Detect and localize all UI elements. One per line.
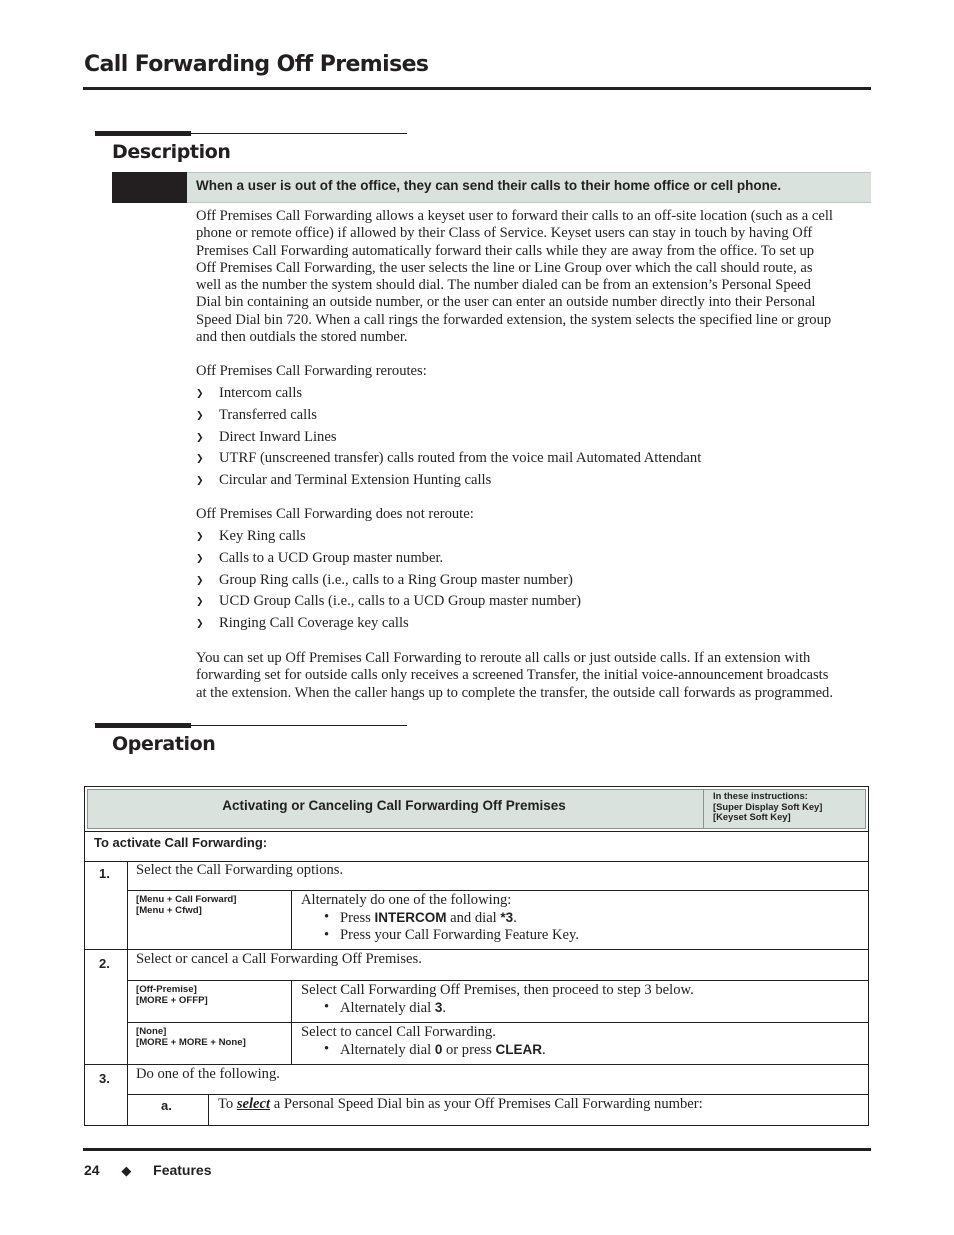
step-number: 3. <box>99 1071 110 1086</box>
divider <box>703 789 704 829</box>
step-text: Do one of the following. <box>136 1066 280 1082</box>
paragraph-line: well as the number the system should dial. The number dialed can be from an extension’s Personal Speed <box>196 277 811 294</box>
section-rule <box>191 725 407 726</box>
list-item: ❯ Transferred calls <box>196 406 317 423</box>
description-heading: Description <box>112 141 231 163</box>
closing-paragraph <box>196 650 876 702</box>
footer <box>84 1162 212 1179</box>
page-number: 24 <box>84 1162 100 1178</box>
soft-key-label: [Menu + Call Forward] [Menu + Cfwd] <box>136 894 237 916</box>
description-paragraph <box>196 208 876 346</box>
summary-text: When a user is out of the office, they can send their calls to their home office or cell phone. <box>196 178 782 193</box>
paragraph-line: forwarding set for outside calls only receives a screened Transfer, the initial voice-announcement broadcasts <box>196 667 829 684</box>
paragraph-line: at the extension. When the caller hangs up to complete the transfer, the outside call forwards as programmed. <box>196 684 834 701</box>
bullet-arrow-icon: ❯ <box>196 553 204 564</box>
list-item: ❯ Direct Inward Lines <box>196 428 337 445</box>
step-detail: Select to cancel Call Forwarding. • Alternately dial 0 or press CLEAR. <box>301 1024 546 1058</box>
reroutes-list <box>196 385 701 494</box>
bullet-arrow-icon: ❯ <box>196 432 204 443</box>
paragraph-line: Speed Dial bin 720. When a call rings the forwarded extension, the system selects the specified line or group <box>196 311 832 328</box>
step-detail: Select Call Forwarding Off Premises, then proceed to step 3 below. • Alternately dial 3. <box>301 982 694 1016</box>
divider <box>208 1094 209 1125</box>
list-item: ❯ UCD Group Calls (i.e., calls to a UCD Group master number) <box>196 593 581 610</box>
instructions-note: In these instructions: [Super Display Soft Key] [Keyset Soft Key] <box>713 790 823 823</box>
divider <box>85 1064 868 1065</box>
section-rule <box>191 133 407 134</box>
bullet-arrow-icon: ❯ <box>196 410 204 421</box>
soft-key-label: [Off-Premise] [MORE + OFFP] <box>136 984 208 1006</box>
step-detail: Alternately do one of the following: • Press INTERCOM and dial *3. • Press your Call Forwarding Feature Key. <box>301 892 579 943</box>
reroutes-intro: Off Premises Call Forwarding reroutes: <box>196 363 427 379</box>
section-bar <box>95 723 191 728</box>
step-text: Select the Call Forwarding options. <box>136 862 344 878</box>
section-name: Features <box>153 1162 212 1178</box>
summary-marker <box>112 172 187 203</box>
not-reroute-intro: Off Premises Call Forwarding does not reroute: <box>196 506 474 522</box>
diamond-icon: ◆ <box>121 1164 132 1179</box>
divider <box>85 831 868 832</box>
divider <box>127 1022 868 1023</box>
divider <box>127 861 128 1125</box>
operation-table <box>84 786 869 1126</box>
paragraph-line: Off Premises Call Forwarding allows a keyset user to forward their calls to an off-site location (such as a cell <box>196 208 833 224</box>
list-item: ❯ UTRF (unscreened transfer) calls routed from the voice mail Automated Attendant <box>196 450 702 467</box>
operation-heading: Operation <box>112 733 216 755</box>
bullet-arrow-icon: ❯ <box>196 597 204 608</box>
list-item: ❯ Key Ring calls <box>196 528 306 544</box>
divider <box>127 980 868 981</box>
list-item: ❯ Ringing Call Coverage key calls <box>196 615 409 632</box>
footer-rule <box>83 1148 871 1151</box>
divider <box>127 890 868 891</box>
divider <box>85 949 868 950</box>
step-detail: To select a Personal Speed Dial bin as your Off Premises Call Forwarding number: <box>218 1096 703 1112</box>
list-item: ❯ Intercom calls <box>196 385 303 401</box>
paragraph-line: Off Premises Call Forwarding, the user selects the line or Line Group over which the call should route, as <box>196 259 813 276</box>
bullet-arrow-icon: ❯ <box>196 476 204 487</box>
soft-key-label: [None] [MORE + MORE + None] <box>136 1026 246 1048</box>
paragraph-line: Dial bin containing an outside number, or the user can enter an outside number directly into their Personal <box>196 294 816 311</box>
table-title: Activating or Canceling Call Forwarding Off Premises <box>222 798 566 813</box>
sub-step-letter: a. <box>161 1098 172 1113</box>
list-item: ❯ Calls to a UCD Group master number. <box>196 549 444 566</box>
paragraph-line: You can set up Off Premises Call Forwarding to reroute all calls or just outside calls. If an extension with <box>196 650 811 666</box>
list-item: ❯ Group Ring calls (i.e., calls to a Ring Group master number) <box>196 571 573 588</box>
title-rule <box>83 87 871 90</box>
divider <box>127 1094 868 1095</box>
not-reroutes-list <box>196 528 581 637</box>
bullet-arrow-icon: ❯ <box>196 619 204 630</box>
bullet-arrow-icon: ❯ <box>196 575 204 586</box>
step-number: 2. <box>99 956 110 971</box>
step-number: 1. <box>99 866 110 881</box>
section-bar <box>95 131 191 136</box>
summary-box <box>187 172 871 203</box>
bullet-arrow-icon: ❯ <box>196 532 204 542</box>
bullet-arrow-icon: ❯ <box>196 454 204 465</box>
paragraph-line: phone or remote office) if allowed by their Class of Service. Keyset users can stay in touch by having Off <box>196 225 813 242</box>
divider <box>291 890 292 949</box>
step-text: Select or cancel a Call Forwarding Off Premises. <box>136 951 422 967</box>
paragraph-line: Premises Call Forwarding automatically forward their calls while they are away from the office. To set up <box>196 242 815 259</box>
bullet-arrow-icon: ❯ <box>196 389 204 399</box>
activate-label: To activate Call Forwarding: <box>94 835 268 850</box>
list-item: ❯ Circular and Terminal Extension Hunting calls <box>196 472 492 489</box>
paragraph-line: and then outdials the stored number. <box>196 329 408 346</box>
page-title: Call Forwarding Off Premises <box>84 52 429 77</box>
